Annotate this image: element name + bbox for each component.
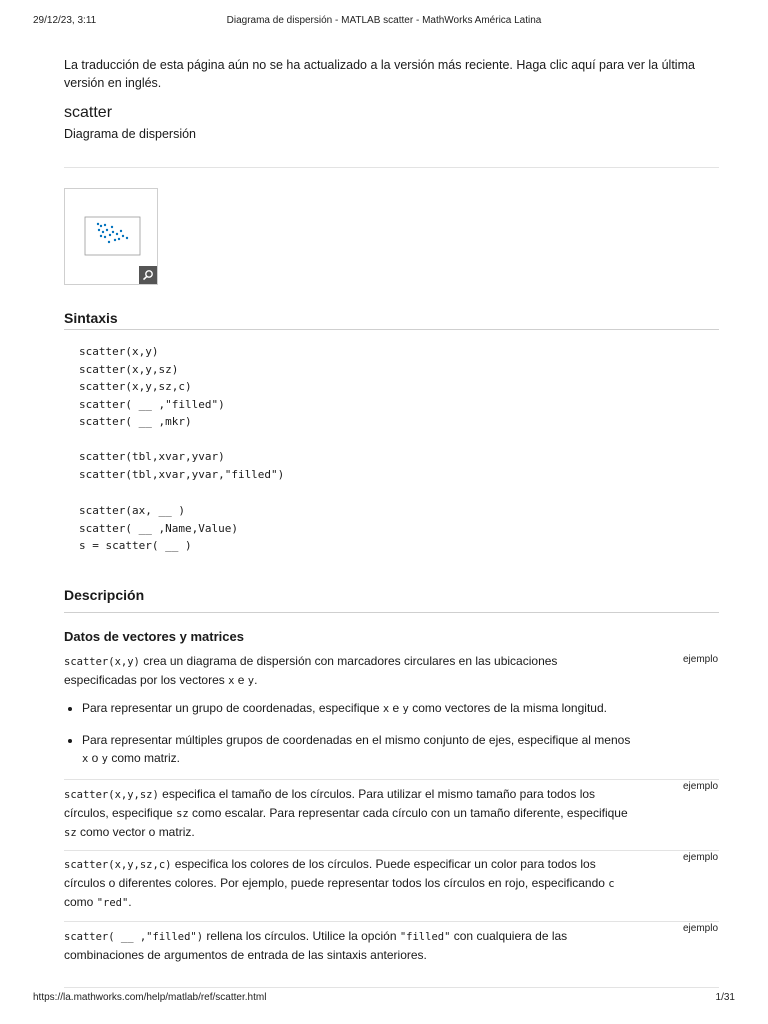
scatter-thumbnail[interactable] [64, 188, 158, 285]
divider [64, 612, 719, 613]
divider [64, 987, 719, 988]
example-link[interactable]: ejemplo [683, 923, 719, 934]
section-heading-descripcion: Descripción [64, 587, 145, 603]
page-subtitle: Diagrama de dispersión [64, 127, 197, 141]
divider [64, 167, 719, 168]
list-item: Para representar un grupo de coordenadas, especifique x e y como vectores de la misma longitud. [82, 701, 607, 715]
syntax-line[interactable]: scatter( __ ,Name,Value) [79, 521, 238, 535]
translation-notice[interactable] [64, 56, 704, 92]
subsection-heading: Datos de vectores y matrices [64, 629, 244, 644]
divider [64, 779, 719, 780]
example-link[interactable]: ejemplo [683, 654, 719, 665]
syntax-line[interactable]: scatter(ax, __ ) [79, 504, 185, 517]
footer-url[interactable]: https://la.mathworks.com/help/matlab/ref/scatter.html [33, 992, 267, 1003]
syntax-line[interactable]: scatter(tbl,xvar,yvar,"filled") [79, 467, 285, 481]
bullet [68, 739, 72, 743]
example-link[interactable]: ejemplo [683, 781, 719, 792]
syntax-line[interactable]: scatter(x,y) [79, 345, 159, 358]
syntax-code[interactable]: scatter( __ ,"filled") [64, 931, 204, 943]
magnifier-icon [142, 269, 154, 281]
print-page-title: Diagrama de dispersión - MATLAB scatter - MathWorks América Latina [226, 15, 542, 26]
bullet [68, 707, 72, 711]
page-number: 1/31 [715, 992, 735, 1003]
syntax-line[interactable]: scatter(x,y,sz) [79, 362, 179, 376]
list-item: Para representar múltiples grupos de coordenadas en el mismo conjunto de ejes, especifique al menos x o y como matriz. [82, 733, 631, 765]
syntax-line[interactable]: s = scatter( __ ) [79, 539, 192, 552]
syntax-line[interactable]: scatter(tbl,xvar,yvar) [79, 450, 225, 463]
description-scatter-xyszc: scatter(x,y,sz,c) especifica los colores de los círculos. Puede especificar un color para todos los círculos o diferentes colores. Por ejemplo, puede representar todos los círculos en rojo, especificando c como "red". [64, 857, 615, 909]
section-heading-sintaxis: Sintaxis [64, 310, 118, 326]
zoom-button[interactable] [139, 266, 157, 284]
page-title: scatter [64, 104, 113, 121]
divider [64, 329, 719, 330]
print-datetime: 29/12/23, 3:11 [33, 15, 97, 26]
divider [64, 850, 719, 851]
syntax-code[interactable]: scatter(x,y,sz) [64, 789, 159, 801]
syntax-line[interactable]: scatter( __ ,"filled") [79, 397, 225, 411]
notice-line-2: versión en inglés. [64, 76, 162, 90]
syntax-line[interactable]: scatter( __ ,mkr) [79, 415, 192, 428]
notice-line-1: La traducción de esta página aún no se ha actualizado a la versión más reciente. Haga clic aquí para ver la última [64, 58, 695, 72]
description-scatter-xysz: scatter(x,y,sz) especifica el tamaño de los círculos. Para utilizar el mismo tamaño para todos los círculos, especifique sz como escalar. Para representar cada círculo con un tamaño diferente, especifique sz como vector o matriz. [64, 787, 628, 839]
syntax-code[interactable]: scatter(x,y,sz,c) [64, 859, 172, 871]
example-link[interactable]: ejemplo [683, 852, 719, 863]
divider [64, 921, 719, 922]
description-scatter-filled: scatter( __ ,"filled") rellena los círculos. Utilice la opción "filled" con cualquiera de las combinaciones de argumentos de entrada de las sintaxis anteriores. [64, 929, 568, 962]
syntax-code[interactable]: scatter(x,y) [64, 656, 140, 668]
syntax-line[interactable]: scatter(x,y,sz,c) [79, 380, 192, 393]
description-scatter-xy: scatter(x,y) crea un diagrama de dispersión con marcadores circulares en las ubicaciones especificadas por los vectores x e y. [64, 654, 558, 687]
